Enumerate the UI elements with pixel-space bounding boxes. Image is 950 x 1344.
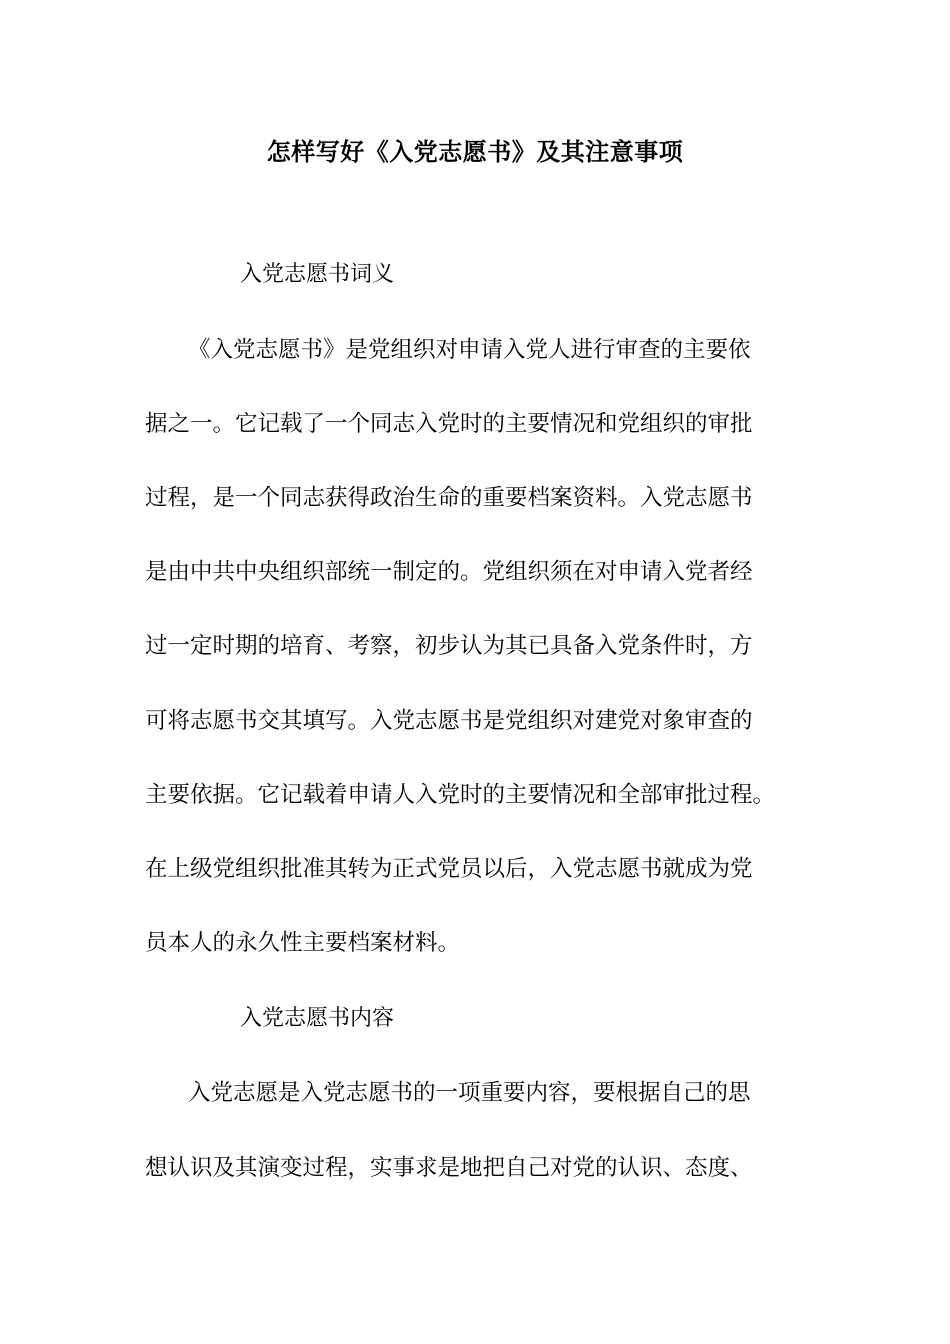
section-heading-content: 入党志愿书内容 — [240, 1006, 395, 1031]
paragraph-line: 过一定时期的培育、考察，初步认为其已具备入党条件时，方 — [145, 633, 753, 659]
paragraph-line: 《入党志愿书》是党组织对申请入党人进行审查的主要依 — [188, 337, 751, 363]
paragraph-line: 在上级党组织批准其转为正式党员以后，入党志愿书就成为党 — [145, 856, 753, 882]
paragraph-line: 可将志愿书交其填写。入党志愿书是党组织对建党对象审查的 — [145, 708, 753, 734]
paragraph-line: 是由中共中央组织部统一制定的。党组织须在对申请入党者经 — [145, 559, 753, 585]
paragraph-line: 员本人的永久性主要档案材料。 — [145, 930, 461, 956]
paragraph-line: 主要依据。它记载着申请人入党时的主要情况和全部审批过程。 — [145, 782, 776, 808]
document-title: 怎样写好《入党志愿书》及其注意事项 — [266, 137, 684, 166]
paragraph-line: 入党志愿是入党志愿书的一项重要内容，要根据自己的思 — [188, 1080, 751, 1106]
paragraph-line: 过程，是一个同志获得政治生命的重要档案资料。入党志愿书 — [145, 485, 753, 511]
section-heading-meaning: 入党志愿书词义 — [240, 262, 395, 287]
paragraph-line: 据之一。它记载了一个同志入党时的主要情况和党组织的审批 — [145, 411, 753, 437]
paragraph-line: 想认识及其演变过程，实事求是地把自己对党的认识、态度、 — [145, 1155, 753, 1181]
